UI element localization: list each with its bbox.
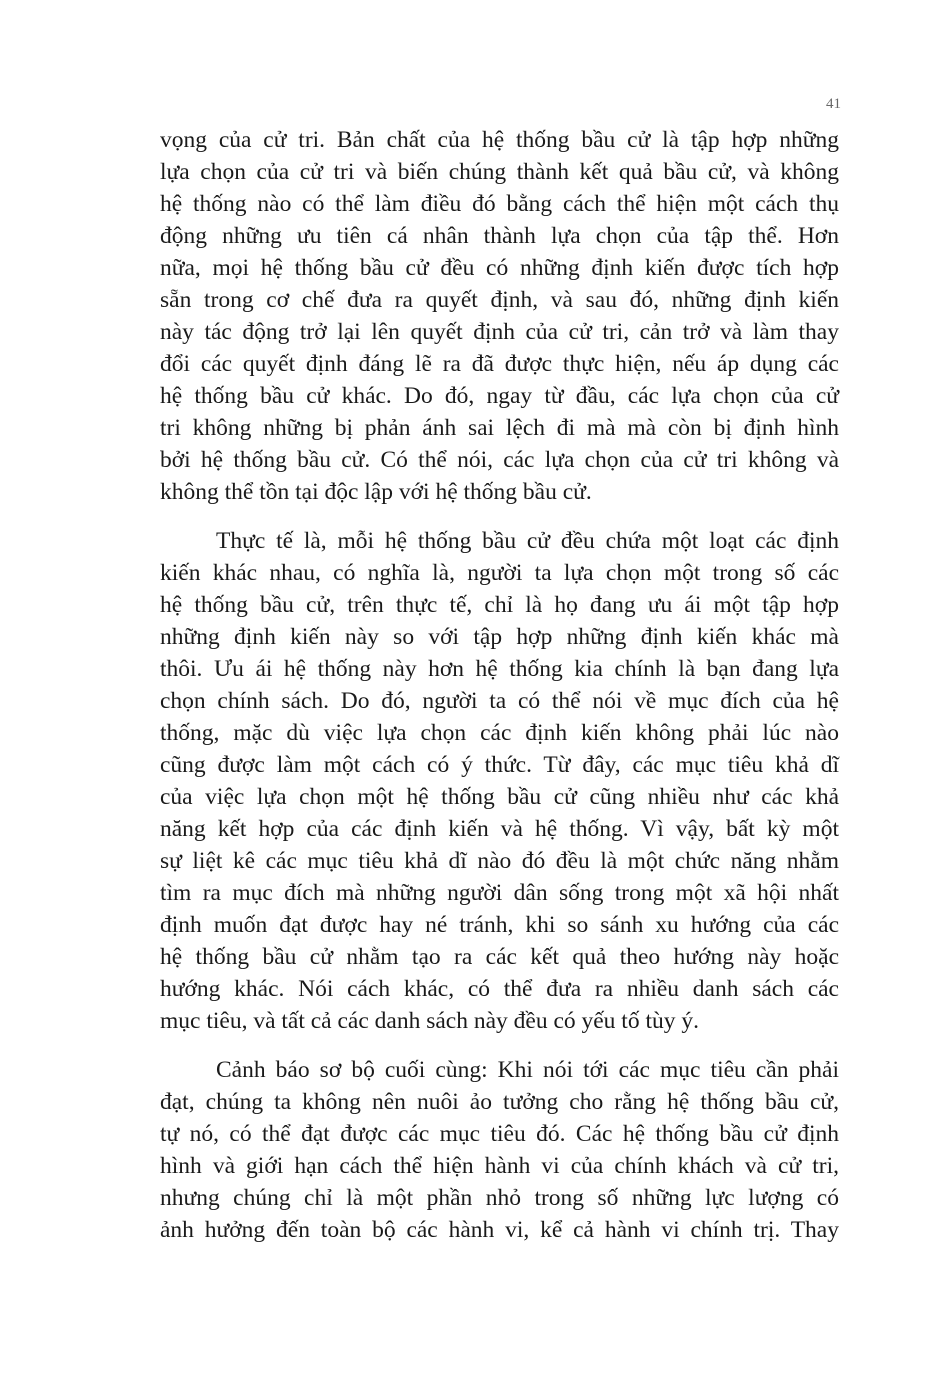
text-line: hệ thống nào có thể làm điều đó bằng cách thể hiện một cách thụ — [160, 191, 839, 217]
text-line: sự liệt kê các mục tiêu khả dĩ nào đó đều là một chức năng nhằm — [160, 848, 839, 874]
text-line: tri không những bị phản ánh sai lệch đi mà mà còn bị định hình — [160, 415, 839, 441]
text-line: này tác động trở lại lên quyết định của cử tri, cản trở và làm thay — [160, 319, 839, 345]
text-line: thôi. Ưu ái hệ thống này hơn hệ thống kia chính là bạn đang lựa — [160, 656, 839, 682]
text-line: Cảnh báo sơ bộ cuối cùng: Khi nói tới các mục tiêu cần phải — [216, 1057, 839, 1083]
text-line: định muốn đạt được hay né tránh, khi so sánh xu hướng của các — [160, 912, 839, 938]
page-number: 41 — [826, 96, 841, 112]
text-line: hệ thống bầu cử, trên thực tế, chỉ là họ đang ưu ái một tập hợp — [160, 592, 839, 618]
text-line: đạt, chúng ta không nên nuôi ảo tưởng cho rằng hệ thống bầu cử, — [160, 1089, 839, 1115]
text-line: tự nó, có thể đạt được các mục tiêu đó. Các hệ thống bầu cử định — [160, 1121, 839, 1147]
text-line: sẵn trong cơ chế đưa ra quyết định, và sau đó, những định kiến — [160, 287, 839, 313]
text-line: tìm ra mục đích mà những người dân sống trong một xã hội nhất — [160, 880, 839, 906]
text-line: năng kết hợp của các định kiến và hệ thống. Vì vậy, bất kỳ một — [160, 816, 839, 842]
text-line: hệ thống bầu cử nhằm tạo ra các kết quả theo hướng này hoặc — [160, 944, 839, 970]
text-line: bởi hệ thống bầu cử. Có thể nói, các lựa chọn của cử tri không và — [160, 447, 839, 473]
text-line: hướng khác. Nói cách khác, có thể đưa ra nhiều danh sách các — [160, 976, 839, 1002]
text-line: động những ưu tiên cá nhân thành lựa chọn của tập thể. Hơn — [160, 223, 839, 249]
paragraph-1 — [160, 124, 839, 508]
text-line: cũng được làm một cách có ý thức. Từ đây, các mục tiêu khả dĩ — [160, 752, 839, 778]
text-line: ảnh hưởng đến toàn bộ các hành vi, kể cả hành vi chính trị. Thay — [160, 1217, 839, 1243]
paragraph-2 — [160, 525, 839, 1037]
text-line: hình và giới hạn cách thể hiện hành vi của chính khách và cử tri, — [160, 1153, 839, 1179]
text-line: Thực tế là, mỗi hệ thống bầu cử đều chứa một loạt các định — [216, 528, 839, 554]
text-line: hệ thống bầu cử khác. Do đó, ngay từ đầu, các lựa chọn của cử — [160, 383, 839, 409]
text-line: những định kiến này so với tập hợp những định kiến khác mà — [160, 624, 839, 650]
text-line: mục tiêu, và tất cả các danh sách này đều có yếu tố tùy ý. — [160, 1008, 699, 1034]
text-line: lựa chọn của cử tri và biến chúng thành kết quả bầu cử, và không — [160, 159, 839, 185]
text-line: của việc lựa chọn một hệ thống bầu cử cũng nhiều như các khả — [160, 784, 839, 810]
text-line: nữa, mọi hệ thống bầu cử đều có những định kiến được tích hợp — [160, 255, 839, 281]
text-line: thống, mặc dù việc lựa chọn các định kiến không phải lúc nào — [160, 720, 839, 746]
text-line: chọn chính sách. Do đó, người ta có thể nói về mục đích của hệ — [160, 688, 839, 714]
paragraph-3 — [160, 1054, 839, 1246]
text-line: đổi các quyết định đáng lẽ ra đã được thực hiện, nếu áp dụng các — [160, 351, 839, 377]
text-line: kiến khác nhau, có nghĩa là, người ta lựa chọn một trong số các — [160, 560, 839, 586]
text-line: vọng của cử tri. Bản chất của hệ thống bầu cử là tập hợp những — [160, 127, 839, 153]
text-line: nhưng chúng chỉ là một phần nhỏ trong số những lực lượng có — [160, 1185, 839, 1211]
text-line: không thể tồn tại độc lập với hệ thống bầu cử. — [160, 479, 592, 505]
